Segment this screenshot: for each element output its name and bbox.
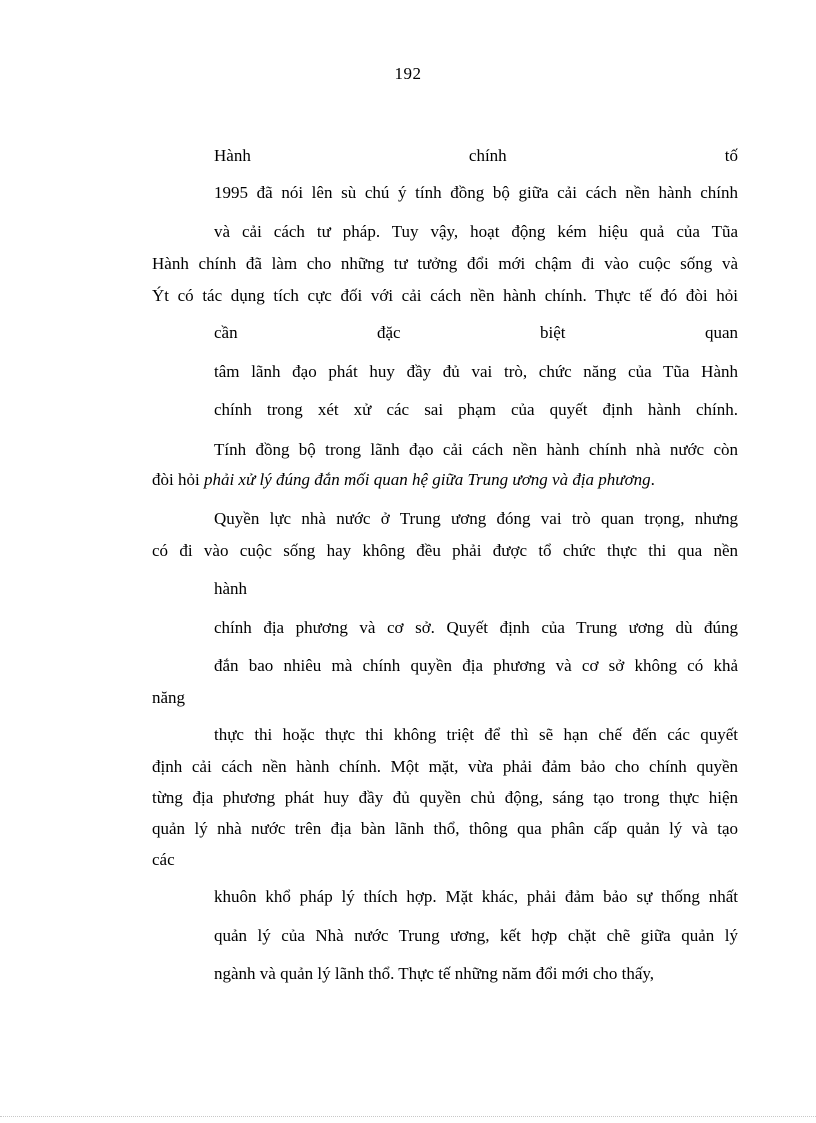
line-19: từng địa phương phát huy đầy đủ quyền chủ động, sáng tạo trong thực hiện (152, 788, 738, 807)
word: cần (214, 323, 238, 342)
bottom-rule (0, 1116, 816, 1117)
line-15: đắn bao nhiêu mà chính quyền địa phương và cơ sở không có khả (214, 656, 738, 675)
line-11: Quyền lực nhà nước ở Trung ương đóng vai trò quan trọng, nhưng (214, 509, 738, 528)
line-17: thực thi hoặc thực thi không triệt để thì sẽ hạn chế đến các quyết (214, 725, 738, 744)
line-21: các (152, 850, 175, 869)
word: chính (468, 146, 507, 165)
line-1 (214, 146, 738, 166)
line-13: hành (214, 579, 248, 598)
line-2: 1995 đã nói lên sù chú ý tính đồng bộ giữa cải cách nền hành chính (214, 183, 738, 202)
word: quan (704, 323, 738, 342)
line-22: khuôn khổ pháp lý thích hợp. Mặt khác, phải đảm bảo sự thống nhất (214, 887, 738, 906)
line-18: định cải cách nền hành chính. Một mặt, vừa phải đảm bảo cho chính quyền (152, 757, 738, 776)
line-20: quản lý nhà nước trên địa bàn lãnh thổ, thông qua phân cấp quản lý và tạo (152, 819, 738, 838)
line-10 (152, 470, 738, 490)
line-6 (214, 323, 738, 343)
word: tố (724, 146, 738, 165)
word: đặc (377, 323, 401, 342)
line-3: và cải cách tư pháp. Tuy vậy, hoạt động kém hiệu quả của Tũa (214, 222, 738, 241)
line-23: quản lý của Nhà nước Trung ương, kết hợp chặt chẽ giữa quản lý (214, 926, 738, 945)
line-7: tâm lãnh đạo phát huy đầy đủ vai trò, chức năng của Tũa Hành (214, 362, 738, 381)
line-24: ngành và quản lý lãnh thổ. Thực tế những năm đổi mới cho thấy, (214, 964, 655, 983)
word: Hành (214, 146, 251, 165)
line-9: Tính đồng bộ trong lãnh đạo cải cách nền hành chính nhà nước còn (214, 440, 738, 459)
line-14: chính địa phương và cơ sở. Quyết định của Trung ương dù đúng (214, 618, 738, 637)
line-4: Hành chính đã làm cho những tư tưởng đổi mới chậm đi vào cuộc sống và (152, 254, 738, 273)
line-16: năng (152, 688, 186, 707)
line-5: Ýt có tác dụng tích cực đối với cải cách nền hành chính. Thực tế đó đòi hỏi (152, 286, 738, 305)
line-8: chính trong xét xử các sai phạm của quyết định hành chính. (214, 400, 738, 419)
line-10-suffix: . (650, 470, 655, 489)
word: biệt (540, 323, 566, 342)
line-12: có đi vào cuộc sống hay không đều phải được tổ chức thực thi qua nền (152, 541, 738, 560)
line-10-prefix: đòi hỏi (152, 470, 200, 489)
italic-phrase: phải xử lý đúng đắn mối quan hệ giữa Trung ương và địa phương (203, 470, 651, 489)
page-number: 192 (394, 64, 422, 83)
